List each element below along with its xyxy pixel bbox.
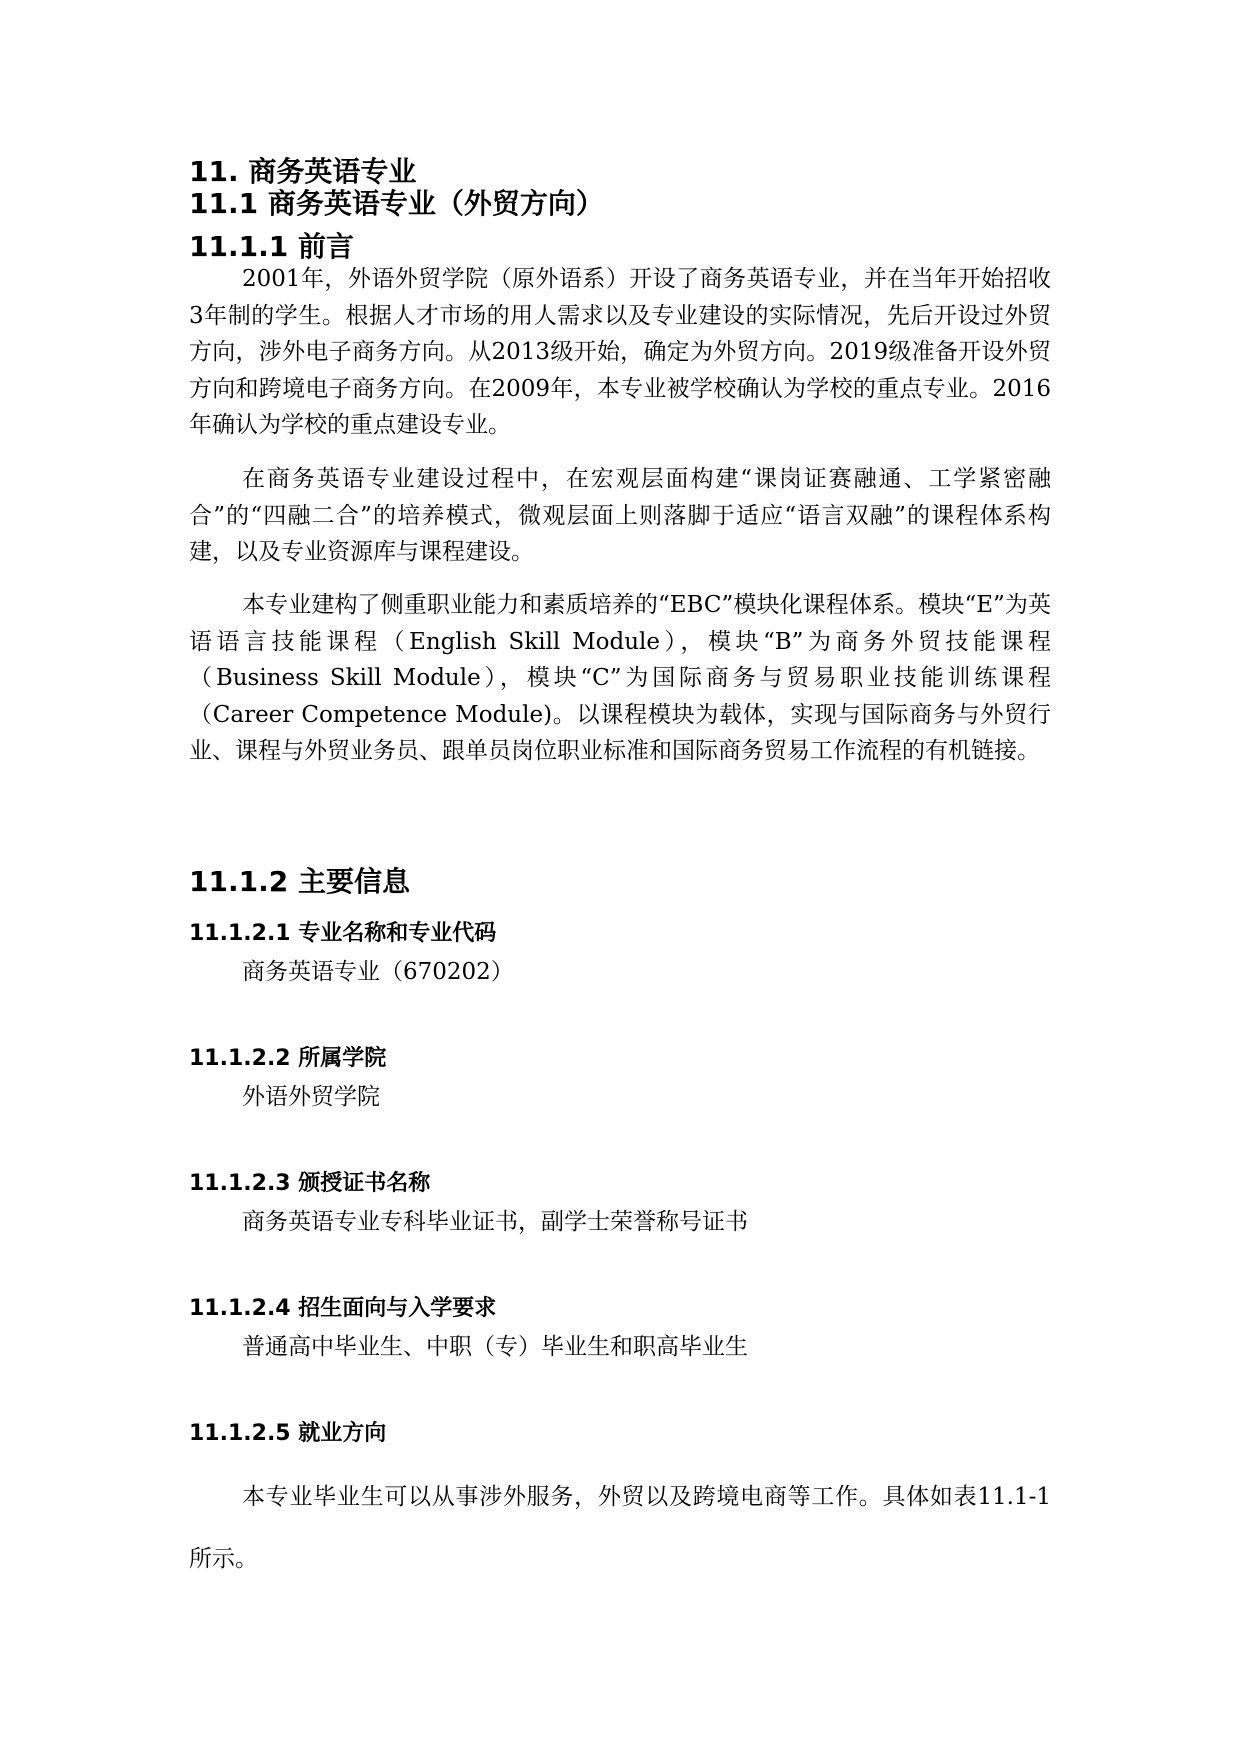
preface-paragraph-3: 本专业建构了侧重职业能力和素质培养的“EBC”模块化课程体系。模块“E”为英语语言技能课程（English Skill Module），模块“B”为商务外贸技能课程（Business Skill Module），模块“C”为国际商务与贸易职业技能训练课程（Career Competence Module)。以课程模块为载体，实现与国际商务与外贸行业、课程与外贸业务员、跟单员岗位职业标准和国际商务贸易工作流程的有机链接。 bbox=[189, 592, 1051, 764]
info-value-enrollment: 普通高中毕业生、中职（专）毕业生和职高毕业生 bbox=[242, 1334, 748, 1360]
info-value-employment: 本专业毕业生可以从事涉外服务，外贸以及跨境电商等工作。具体如表11.1-1所示。 bbox=[189, 1484, 1051, 1572]
info-title-name-code: 11.1.2.1 专业名称和专业代码 bbox=[189, 921, 497, 946]
preface-paragraph-2: 在商务英语专业建设过程中，在宏观层面构建“课岗证赛融通、工学紧密融合”的“四融二合”的培养模式，微观层面上则落脚于适应“语言双融”的课程体系构建，以及专业资源库与课程建设。 bbox=[189, 466, 1051, 565]
info-title-enrollment: 11.1.2.4 招生面向与入学要求 bbox=[189, 1296, 497, 1321]
info-title-certificate: 11.1.2.3 颁授证书名称 bbox=[189, 1171, 431, 1196]
info-title-employment: 11.1.2.5 就业方向 bbox=[189, 1421, 387, 1446]
chapter-heading: 11. 商务英语专业 bbox=[189, 155, 417, 188]
section-heading: 11.1 商务英语专业（外贸方向） bbox=[189, 187, 604, 220]
preface-paragraph-1: 2001年，外语外贸学院（原外语系）开设了商务英语专业，并在当年开始招收3年制的学生。根据人才市场的用人需求以及专业建设的实际情况，先后开设过外贸方向，涉外电子商务方向。从2013级开始，确定为外贸方向。2019级准备开设外贸方向和跨境电子商务方向。在2009年，本专业被学校确认为学校的重点专业。2016年确认为学校的重点建设专业。 bbox=[189, 266, 1051, 438]
info-value-certificate: 商务英语专业专科毕业证书，副学士荣誉称号证书 bbox=[242, 1209, 748, 1235]
subsection-heading-main-info: 11.1.2 主要信息 bbox=[189, 865, 410, 898]
subsection-heading-preface: 11.1.1 前言 bbox=[189, 230, 354, 263]
info-title-college: 11.1.2.2 所属学院 bbox=[189, 1046, 387, 1071]
info-value-college: 外语外贸学院 bbox=[242, 1084, 380, 1110]
info-value-name-code: 商务英语专业（670202） bbox=[242, 959, 514, 985]
